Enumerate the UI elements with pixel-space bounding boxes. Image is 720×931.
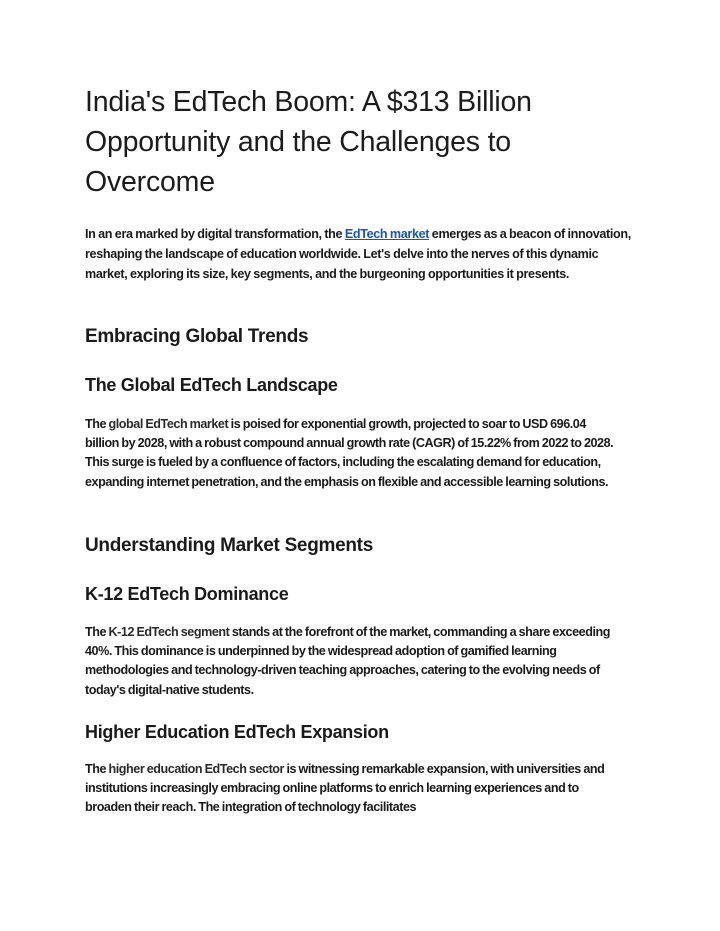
landscape-paragraph — [85, 415, 620, 492]
heading-global-edtech-landscape: The Global EdTech Landscape — [85, 375, 338, 395]
k12-rest: stands at the forefront of the market, commanding a share exceeding 40%. This dominance is underpinned by the widespread adoption of gamified learning methodologies and technology-driven teaching approaches, catering to the evolving needs of today's digital-native students. — [85, 625, 610, 697]
higher-ed-lead: The — [85, 762, 109, 776]
landscape-rest: is poised for exponential growth, projected to soar to USD 696.04 billion by 2028, with a robust compound annual growth rate (CAGR) of 15.22% from 2022 to 2028. This surge is fueled by a confluence of factors, including the escalating demand for education, expanding internet penetration, and the emphasis on flexible and accessible learning solutions. — [85, 417, 614, 489]
higher-ed-rest: is witnessing remarkable expansion, with universities and institutions increasingly embracing online platforms to enrich learning experiences and to broaden their reach. The integration of technology facilitates — [85, 762, 605, 815]
heading-market-segments: Understanding Market Segments — [85, 535, 373, 556]
heading-k12-dominance: K-12 EdTech Dominance — [85, 584, 289, 604]
intro-text-before-link: In an era marked by digital transformation, the — [85, 227, 345, 241]
k12-term: K-12 EdTech segment — [108, 625, 230, 639]
heading-global-trends: Embracing Global Trends — [85, 326, 309, 347]
intro-text-after-link: emerges as a beacon of innovation, reshaping the landscape of education worldwide. Let's delve into the nerves of this dynamic market, exploring its size, key segments, and the burgeoning opportunities it presents. — [85, 227, 631, 281]
k12-lead: The — [85, 625, 109, 639]
k12-paragraph — [85, 623, 620, 700]
higher-ed-term: higher education EdTech sector — [108, 762, 285, 776]
intro-paragraph — [85, 224, 633, 284]
landscape-lead: The — [85, 417, 109, 431]
higher-ed-paragraph — [85, 760, 620, 818]
edtech-market-link[interactable]: EdTech market — [344, 227, 430, 241]
page-title: India's EdTech Boom: A $313 Billion Opportunity and the Challenges to Overcome — [85, 86, 532, 198]
heading-higher-education-expansion: Higher Education EdTech Expansion — [85, 722, 389, 742]
landscape-term: global EdTech market — [108, 417, 229, 431]
